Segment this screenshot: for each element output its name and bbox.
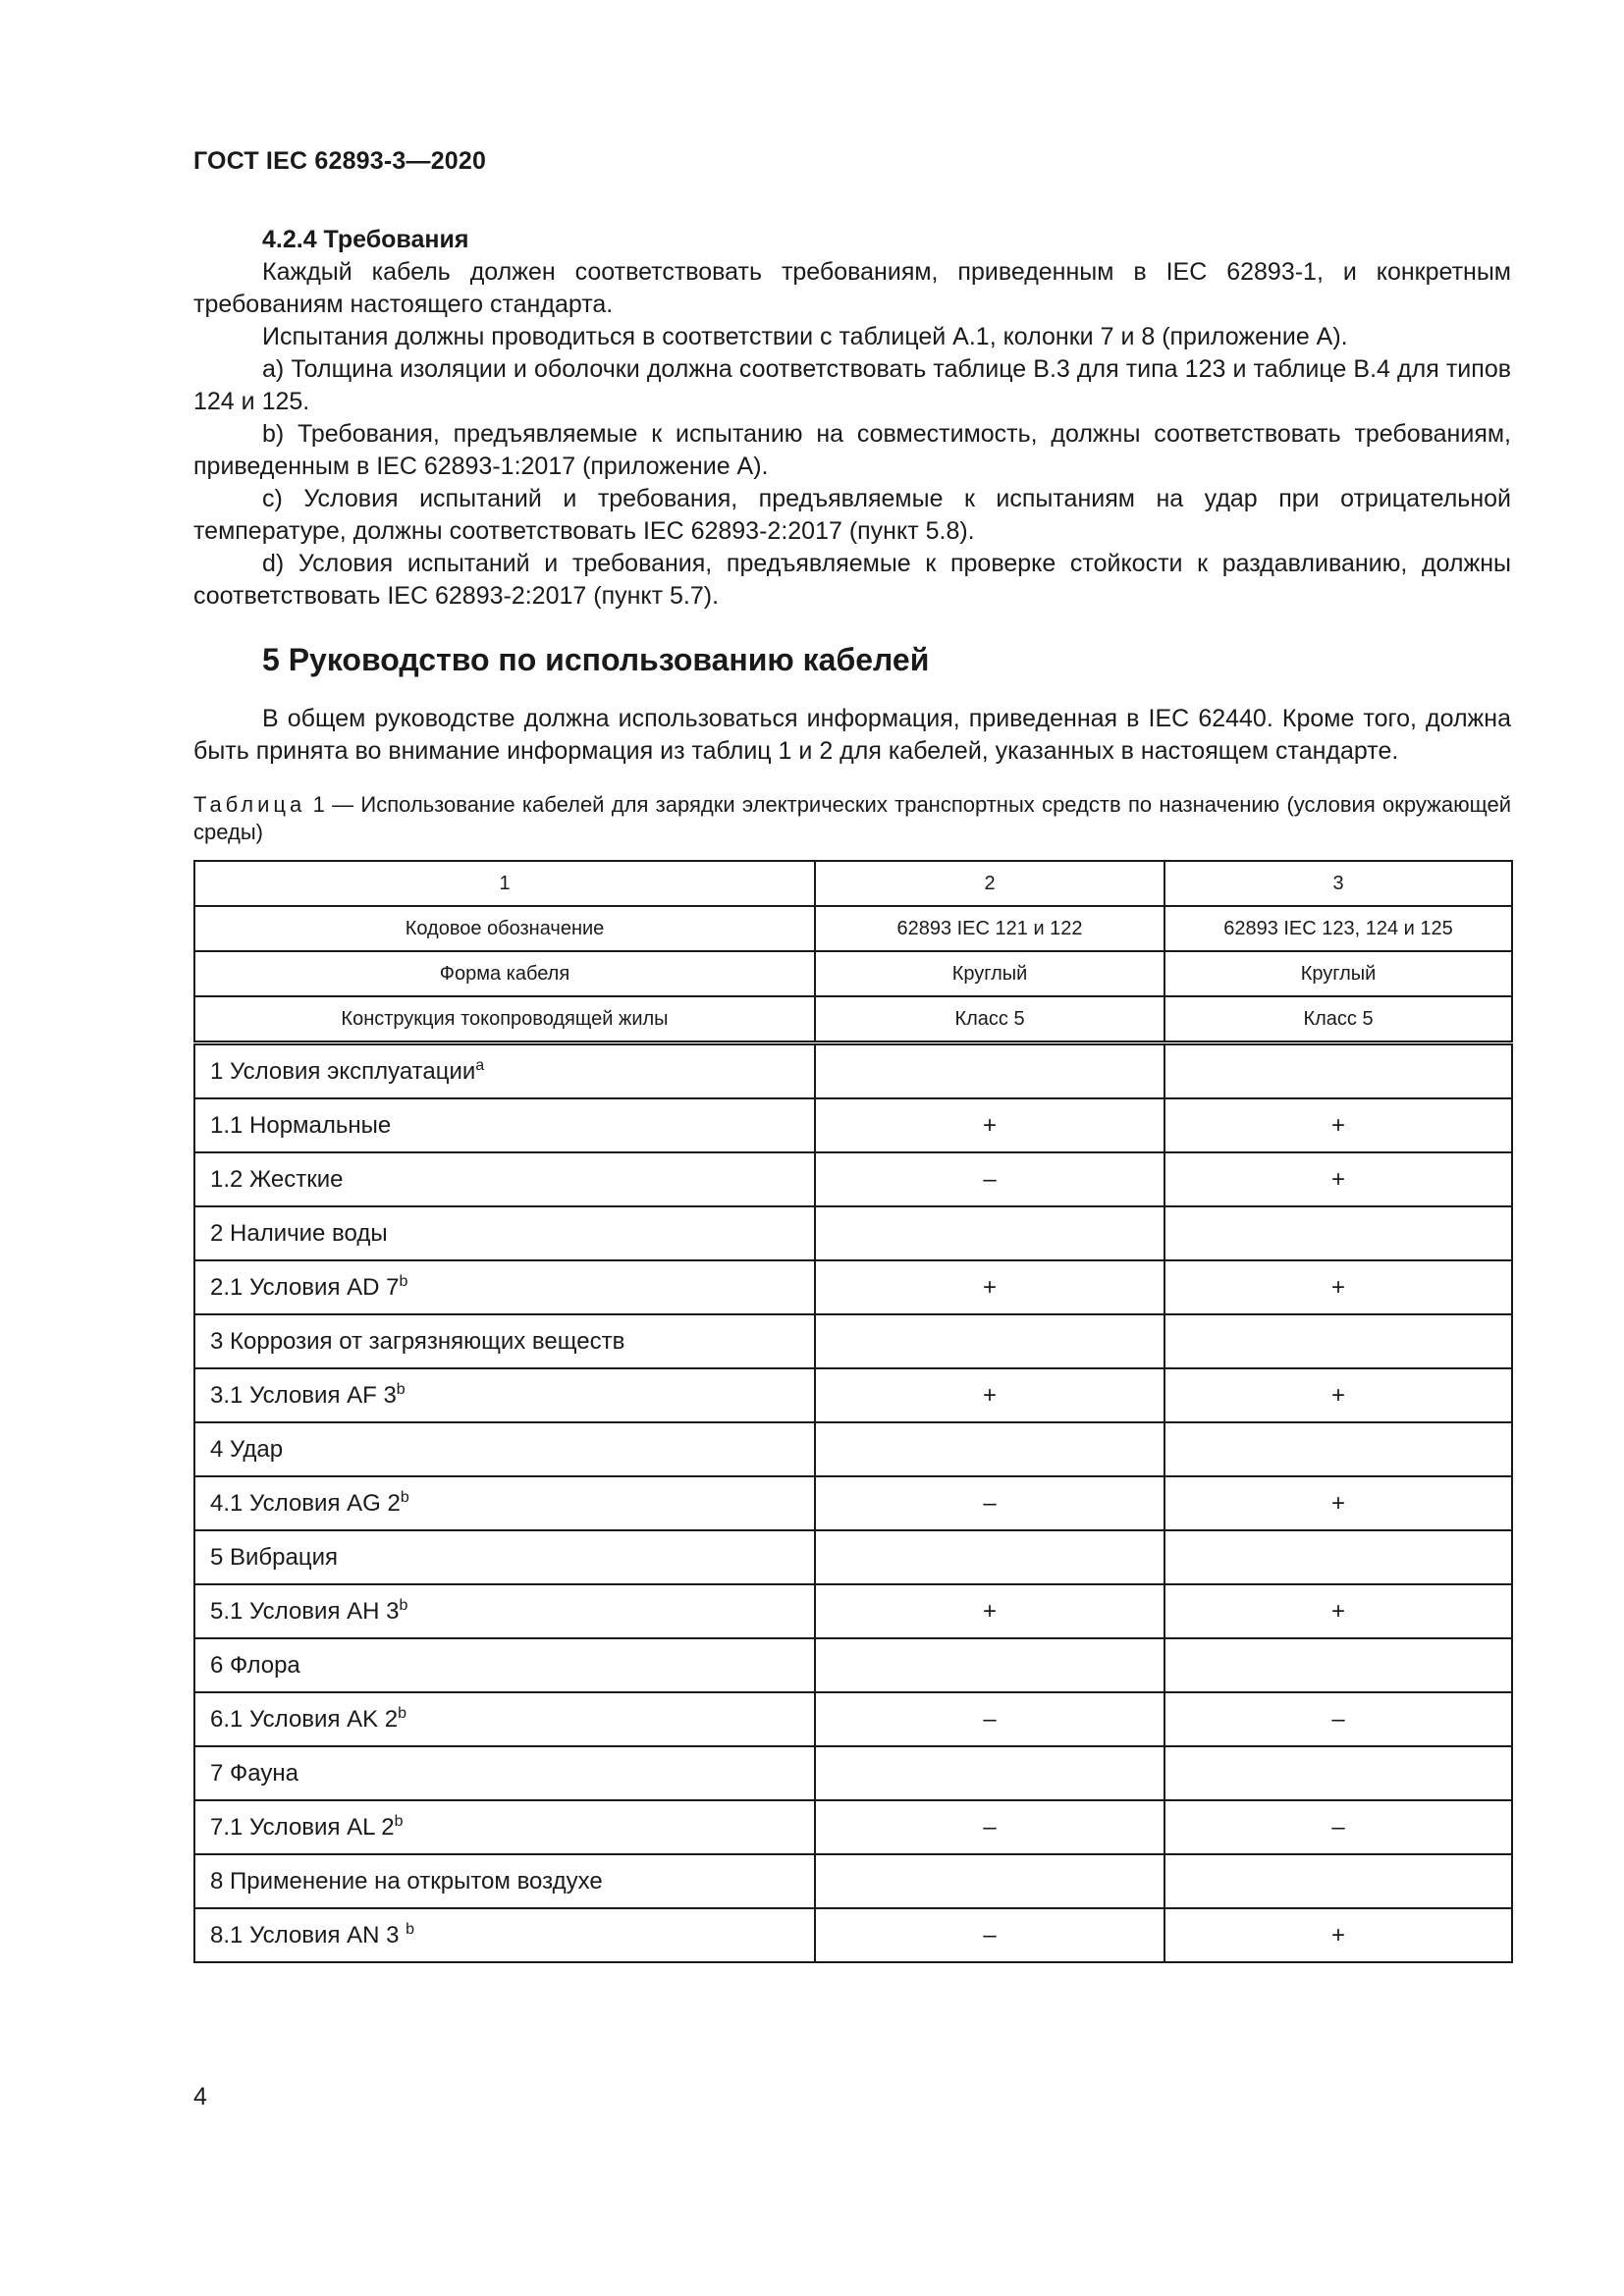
row-value-cell: + [815, 1584, 1164, 1638]
footnote-marker: b [406, 1921, 415, 1938]
row-value-cell [815, 1854, 1164, 1908]
row-value-cell: + [1164, 1098, 1512, 1152]
row-value-cell [815, 1530, 1164, 1584]
row-value-cell: + [1164, 1260, 1512, 1314]
table-row [194, 1854, 1512, 1908]
table-header-cell: 3 [1164, 861, 1512, 906]
paragraph-item-b: b) Требования, предъявляемые к испытанию на совместимость, должны соответствовать требованиям, приведенным в IEC 62893-1:2017 (приложение А). [193, 420, 1511, 480]
paragraph-item-a: a) Толщина изоляции и оболочки должна соответствовать таблице В.3 для типа 123 и таблице В.4 для типов 124 и 125. [193, 355, 1511, 415]
row-label-cell [194, 1800, 815, 1854]
table-body [194, 861, 1512, 1962]
row-label: 5 Вибрация [210, 1544, 339, 1571]
table-header-cell: Форма кабеля [194, 951, 815, 996]
table-row [194, 1206, 1512, 1260]
row-label-cell [194, 1206, 815, 1260]
table-caption-text: 1 — Использование кабелей для зарядки электрических транспортных средств по назначению (условия окружающей среды) [193, 792, 1511, 844]
table-header-cell: Круглый [815, 951, 1164, 996]
row-value-cell: + [1164, 1908, 1512, 1962]
cable-usage-table [193, 860, 1513, 1963]
table-row [194, 1260, 1512, 1314]
table-row [194, 1476, 1512, 1530]
row-value-cell: + [1164, 1584, 1512, 1638]
row-value-cell: + [815, 1368, 1164, 1422]
row-value-cell [1164, 1638, 1512, 1692]
row-value-cell [815, 1043, 1164, 1099]
paragraph-requirements-general: Каждый кабель должен соответствовать требованиям, приведенным в IEC 62893-1, и конкретным требованиям настоящего стандарта. [193, 258, 1511, 318]
paragraph-guidance: В общем руководстве должна использоваться информация, приведенная в IEC 62440. Кроме того, должна быть принята во внимание информация из таблиц 1 и 2 для кабелей, указанных в настоящем стандарте. [193, 705, 1511, 765]
table-header-cell: 1 [194, 861, 815, 906]
row-value-cell [1164, 1746, 1512, 1800]
footnote-marker: b [399, 1273, 408, 1290]
row-value-cell: + [1164, 1152, 1512, 1206]
paragraph-item-c: c) Условия испытаний и требования, предъявляемые к испытаниям на удар при отрицательной температуре, должны соответствовать IEC 62893-2:2017 (пункт 5.8). [193, 485, 1511, 545]
footnote-marker: b [396, 1381, 406, 1398]
footnote-marker: b [394, 1813, 404, 1830]
table-header-row [194, 861, 1512, 906]
table-row [194, 1746, 1512, 1800]
row-label-cell [194, 1854, 815, 1908]
row-label: 2 Наличие воды [210, 1220, 388, 1247]
paragraph-tests: Испытания должны проводиться в соответствии с таблицей А.1, колонки 7 и 8 (приложение А). [262, 323, 1348, 350]
row-label-cell [194, 1584, 815, 1638]
footnote-marker: b [398, 1705, 407, 1722]
row-value-cell [1164, 1854, 1512, 1908]
row-label: 5.1 Условия AH 3 [210, 1598, 400, 1625]
row-value-cell [815, 1206, 1164, 1260]
row-label-cell [194, 1476, 815, 1530]
table-row [194, 1692, 1512, 1746]
table-row [194, 1638, 1512, 1692]
footnote-marker: b [399, 1597, 408, 1614]
table-row [194, 1908, 1512, 1962]
row-label-cell [194, 1152, 815, 1206]
table-header-cell: 62893 IEC 121 и 122 [815, 906, 1164, 951]
table-row [194, 1152, 1512, 1206]
row-label: 6 Флора [210, 1652, 300, 1679]
row-value-cell [815, 1638, 1164, 1692]
row-label: 4.1 Условия AG 2 [210, 1490, 401, 1517]
footnote-marker: b [400, 1489, 409, 1506]
page-content [193, 224, 1511, 1963]
row-label: 6.1 Условия AK 2 [210, 1706, 399, 1733]
table-row [194, 1422, 1512, 1476]
table-caption [193, 791, 1511, 846]
row-label: 8.1 Условия AN 3 [210, 1922, 406, 1949]
row-value-cell [815, 1314, 1164, 1368]
table-row [194, 1314, 1512, 1368]
row-value-cell [1164, 1530, 1512, 1584]
row-value-cell: – [815, 1152, 1164, 1206]
table-header-cell: 62893 IEC 123, 124 и 125 [1164, 906, 1512, 951]
section-title-5: 5 Руководство по использованию кабелей [262, 642, 930, 677]
row-value-cell: + [1164, 1368, 1512, 1422]
row-value-cell: – [815, 1908, 1164, 1962]
document-code-header: ГОСТ IEC 62893-3—2020 [193, 147, 487, 175]
table-header-cell: Круглый [1164, 951, 1512, 996]
row-label-cell [194, 1638, 815, 1692]
row-value-cell: + [815, 1098, 1164, 1152]
row-label: 3.1 Условия AF 3 [210, 1382, 397, 1409]
table-header-cell: Класс 5 [815, 996, 1164, 1043]
table-header-cell: Кодовое обозначение [194, 906, 815, 951]
row-label: 1.1 Нормальные [210, 1112, 392, 1139]
row-label: 2.1 Условия AD 7 [210, 1274, 400, 1301]
row-label: 1 Условия эксплуатации [210, 1058, 476, 1085]
row-value-cell [1164, 1422, 1512, 1476]
table-header-cell: Конструкция токопроводящей жилы [194, 996, 815, 1043]
row-label: 1.2 Жесткие [210, 1166, 344, 1193]
row-value-cell: – [1164, 1800, 1512, 1854]
row-label-cell [194, 1530, 815, 1584]
row-label-cell [194, 1746, 815, 1800]
table-header-row [194, 906, 1512, 951]
table-header-cell: 2 [815, 861, 1164, 906]
page-number: 4 [193, 2083, 207, 2110]
row-label: 4 Удар [210, 1436, 284, 1463]
table-row [194, 1530, 1512, 1584]
table-row [194, 1584, 1512, 1638]
paragraph-item-d: d) Условия испытаний и требования, предъявляемые к проверке стойкости к раздавливанию, должны соответствовать IEC 62893-2:2017 (пункт 5.7). [193, 550, 1511, 610]
subsection-title-4-2-4: 4.2.4 Требования [262, 226, 469, 253]
row-label: 8 Применение на открытом воздухе [210, 1868, 603, 1895]
table-row [194, 1800, 1512, 1854]
row-label-cell [194, 1043, 815, 1099]
row-value-cell: + [1164, 1476, 1512, 1530]
row-value-cell: + [815, 1260, 1164, 1314]
row-value-cell: – [815, 1800, 1164, 1854]
row-label-cell [194, 1098, 815, 1152]
row-value-cell: – [815, 1692, 1164, 1746]
row-label: 7 Фауна [210, 1760, 298, 1787]
row-label: 3 Коррозия от загрязняющих веществ [210, 1328, 625, 1355]
footnote-marker: a [475, 1057, 485, 1074]
row-label-cell [194, 1908, 815, 1962]
table-header-row [194, 951, 1512, 996]
row-label-cell [194, 1422, 815, 1476]
row-value-cell [815, 1422, 1164, 1476]
table-caption-label: Таблица [193, 792, 306, 817]
row-label-cell [194, 1692, 815, 1746]
row-value-cell [1164, 1314, 1512, 1368]
table-header-row [194, 996, 1512, 1043]
table-row [194, 1098, 1512, 1152]
row-value-cell [1164, 1206, 1512, 1260]
row-value-cell [1164, 1043, 1512, 1099]
row-label-cell [194, 1314, 815, 1368]
row-value-cell: – [815, 1476, 1164, 1530]
table-row [194, 1368, 1512, 1422]
table-header-cell: Класс 5 [1164, 996, 1512, 1043]
row-label-cell [194, 1368, 815, 1422]
table-row [194, 1043, 1512, 1099]
row-value-cell [815, 1746, 1164, 1800]
row-value-cell: – [1164, 1692, 1512, 1746]
row-label-cell [194, 1260, 815, 1314]
row-label: 7.1 Условия AL 2 [210, 1814, 395, 1841]
